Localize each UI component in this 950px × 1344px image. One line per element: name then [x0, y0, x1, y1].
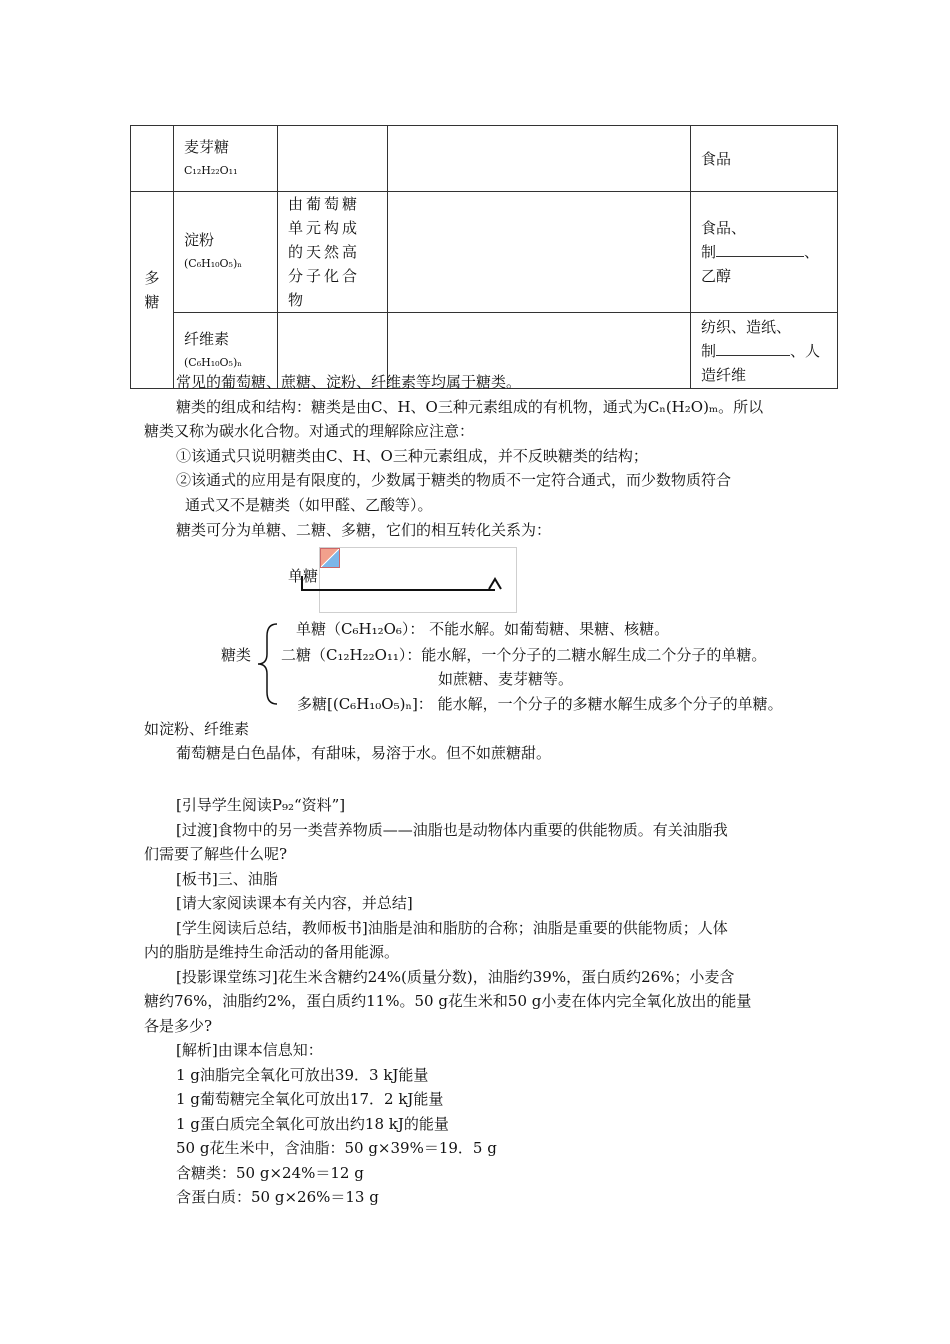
paragraph-composition-line2: 糖类又称为碳水化合物。对通式的理解除应注意： [144, 422, 475, 440]
classification-label: 糖类 [221, 646, 252, 664]
transition-line1: [过渡]食物中的另一类营养物质——油脂也是动物体内重要的供能物质。有关油脂我 [176, 821, 728, 839]
polysaccharide-category-cell [131, 192, 174, 389]
maltose-blank-cell [388, 126, 691, 192]
category-cell-empty [131, 126, 174, 192]
guide-reading: [引导学生阅读P₉₂“资料”] [176, 796, 346, 814]
maltose-name: 麦芽糖 [184, 137, 230, 156]
calc-protein: 含蛋白质：50 g×26%＝13 g [176, 1188, 379, 1206]
paragraph-composition-line1: 糖类的组成和结构：糖类是由C、H、O三种元素组成的有机物，通式为Cₙ(H₂O)ₘ。所以 [176, 398, 764, 416]
paragraph-common-sugars: 常见的葡萄糖、蔗糖、淀粉、纤维素等均属于糖类。 [176, 373, 522, 391]
starch-name-cell [174, 192, 278, 313]
starch-use-line2 [701, 240, 827, 264]
cellulose-use-suffix: 、人 [790, 341, 821, 360]
board-heading: [板书]三、油脂 [176, 870, 278, 888]
exercise-line2: 糖约76%，油脂约2%，蛋白质约11%。50 g花生米和50 g小麦在体内完全氧化放出的能量 [144, 992, 752, 1010]
conversion-arrow [300, 574, 510, 596]
cellulose-use-fill-blank [716, 341, 790, 356]
cellulose-use-line2 [701, 339, 827, 363]
cellulose-formula: (C₆H₁₀O₅)ₙ [184, 355, 243, 369]
starch-use-line1: 食品、 [701, 219, 747, 237]
starch-use-line3: 乙醇 [701, 267, 732, 285]
starch-use-suffix: 、 [804, 243, 820, 261]
calc-sugar: 含糖类：50 g×24%＝12 g [176, 1164, 364, 1182]
exercise-line3: 各是多少? [144, 1017, 213, 1035]
maltose-use-cell [691, 126, 838, 192]
starch-structure: 由葡萄糖单元构成的天然高分子化合物 [288, 195, 361, 309]
polysaccharide-line-cont: 如淀粉、纤维素 [144, 720, 250, 738]
starch-structure-cell [278, 192, 388, 313]
disaccharide-line1: 二糖（C₁₂H₂₂O₁₁）：能水解，一个分子的二糖水解生成二个分子的单糖。 [281, 646, 767, 664]
disaccharide-line2: 如蔗糖、麦芽糖等。 [438, 670, 574, 688]
starch-use-prefix: 制 [701, 243, 717, 261]
energy-fact-oil: 1 g油脂完全氧化可放出39．3 kJ能量 [176, 1066, 429, 1084]
starch-blank-cell [388, 192, 691, 313]
summary-line2: 内的脂肪是维持生命活动的备用能源。 [144, 943, 400, 961]
diagram-label-monosaccharide: 单糖 [288, 567, 319, 585]
monosaccharide-line: 单糖（C₆H₁₂O₆）： 不能水解。如葡萄糖、果糖、核糖。 [296, 620, 670, 638]
paragraph-glucose: 葡萄糖是白色晶体，有甜味，易溶于水。但不如蔗糖甜。 [176, 744, 552, 762]
paragraph-classification: 糖类可分为单糖、二糖、多糖，它们的相互转化关系为： [176, 521, 552, 539]
cellulose-use-line3: 造纤维 [701, 365, 747, 384]
transition-line2: 们需要了解些什么呢? [144, 845, 288, 863]
read-instruction: [请大家阅读课本有关内容，并总结] [176, 894, 413, 912]
starch-name: 淀粉 [184, 231, 215, 249]
maltose-use: 食品 [701, 149, 732, 168]
starch-use-cell [691, 192, 838, 313]
summary-line1: [学生阅读后总结，教师板书]油脂是油和脂肪的合称；油脂是重要的供能物质；人体 [176, 919, 728, 937]
energy-fact-glucose: 1 g葡萄糖完全氧化可放出17．2 kJ能量 [176, 1090, 444, 1108]
maltose-formula: C₁₂H₂₂O₁₁ [184, 163, 238, 177]
curly-brace-icon [255, 622, 281, 706]
polysaccharide-line: 多糖[(C₆H₁₀O₅)ₙ]： 能水解，一个分子的多糖水解生成多个分子的单糖。 [297, 695, 783, 713]
note-1: ①该通式只说明糖类由C、H、O三种元素组成，并不反映糖类的结构； [176, 447, 648, 465]
maltose-structure-cell [278, 126, 388, 192]
starch-formula: (C₆H₁₀O₅)ₙ [184, 257, 243, 270]
note-2-line1: ②该通式的应用是有限度的，少数属于糖类的物质不一定符合通式，而少数物质符合 [176, 471, 732, 489]
polysaccharide-label: 多糖 [144, 269, 160, 311]
calc-oil: 50 g花生米中，含油脂：50 g×39%＝19．5 g [176, 1139, 497, 1157]
exercise-line1: [投影课堂练习]花生米含糖约24%(质量分数)，油脂约39%，蛋白质约26%；小麦含 [176, 968, 735, 986]
energy-fact-protein: 1 g蛋白质完全氧化可放出约18 kJ的能量 [176, 1115, 449, 1133]
carbohydrate-table [130, 125, 838, 389]
maltose-name-cell [174, 126, 278, 192]
cellulose-use-line1: 纺织、造纸、 [701, 317, 792, 336]
analysis-heading: [解析]由课本信息知： [176, 1041, 323, 1059]
broken-image-icon [320, 548, 340, 568]
starch-use-fill-blank [716, 242, 804, 257]
note-2-line2: 通式又不是糖类（如甲醛、乙酸等）。 [185, 496, 433, 514]
cellulose-name: 纤维素 [184, 329, 230, 348]
cellulose-use-prefix: 制 [701, 341, 717, 360]
